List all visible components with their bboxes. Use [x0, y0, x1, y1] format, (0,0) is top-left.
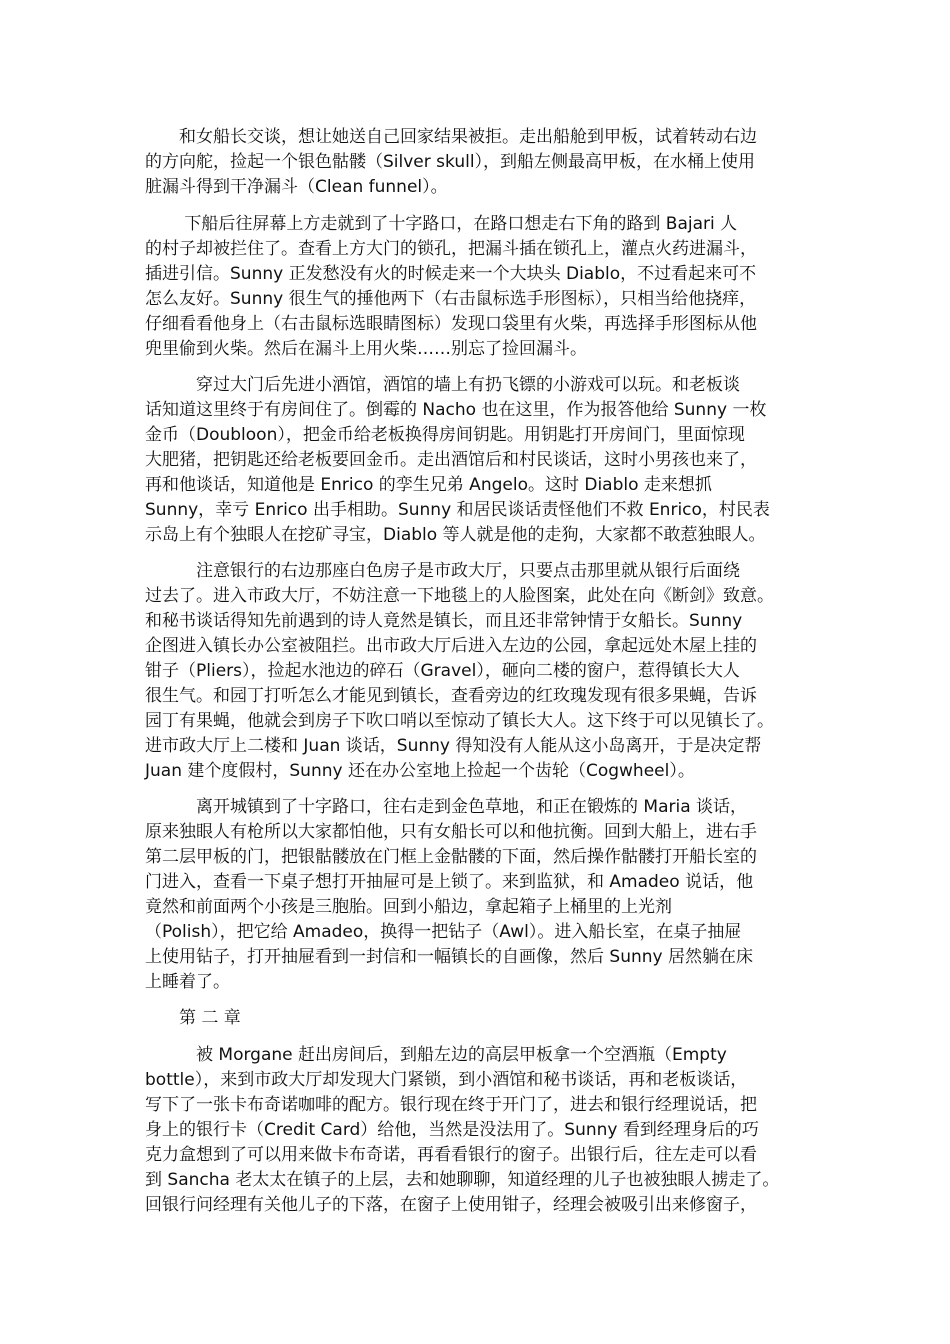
text-line: 话知道这里终于有房间住了。倒霉的 Nacho 也在这里，作为报答他给 Sunny 一枚 — [145, 400, 767, 420]
text-line: 园丁有果蝇，他就会到房子下吹口哨以至惊动了镇长大人。这下终于可以见镇长了。 — [145, 711, 774, 731]
text-line: 的方向舵，捡起一个银色骷髅（Silver skull），到船左侧最高甲板，在水桶上使用 — [145, 152, 756, 172]
text-line: 怎么友好。Sunny 很生气的捶他两下（右击鼠标选手形图标），只相当给他挠痒， — [145, 289, 757, 309]
text-line: 上使用钻子，打开抽屉看到一封信和一幅镇长的自画像，然后 Sunny 居然躺在床 — [145, 947, 753, 967]
text-line: 再和他谈话，知道他是 Enrico 的孪生兄弟 Angelo。这时 Diablo 走来想抓 — [145, 475, 712, 495]
text-line: 回银行问经理有关他儿子的下落，在窗子上使用钳子，经理会被吸引出来修窗子， — [145, 1195, 757, 1215]
text-line: 竟然和前面两个小孩是三胞胎。回到小船边，拿起箱子上桶里的上光剂 — [145, 897, 672, 917]
text-line: 写下了一张卡布奇诺咖啡的配方。银行现在终于开门了，进去和银行经理说话，把 — [145, 1095, 757, 1115]
paragraph-3 — [145, 373, 815, 548]
text-line: 身上的银行卡（Credit Card）给他，当然是没法用了。Sunny 看到经理身后的巧 — [145, 1120, 759, 1140]
text-line: 企图进入镇长办公室被阻拦。出市政大厅后进入左边的公园，拿起远处木屋上挂的 — [145, 636, 757, 656]
text-line: 克力盒想到了可以用来做卡布奇诺，再看看银行的窗子。出银行后，往左走可以看 — [145, 1145, 757, 1165]
text-line: 很生气。和园丁打听怎么才能见到镇长，查看旁边的红玫瑰发现有很多果蝇，告诉 — [145, 686, 757, 706]
text-line: 大肥猪，把钥匙还给老板要回金币。走出酒馆后和村民谈话，这时小男孩也来了， — [145, 450, 757, 470]
text-line: 钳子（Pliers），捡起水池边的碎石（Gravel），砸向二楼的窗户，惹得镇长大人 — [145, 661, 740, 681]
text-line: 原来独眼人有枪所以大家都怕他，只有女船长可以和他抗衡。回到大船上，进右手 — [145, 822, 757, 842]
paragraph-5 — [145, 795, 815, 995]
text-line: 被 Morgane 赶出房间后，到船左边的高层甲板拿一个空酒瓶（Empty — [145, 1045, 727, 1065]
paragraph-1 — [145, 125, 815, 200]
text-line: 仔细看看他身上（右击鼠标选眼睛图标）发现口袋里有火柴，再选择手形图标从他 — [145, 314, 757, 334]
text-line: 门进入，查看一下桌子想打开抽屉可是上锁了。来到监狱，和 Amadeo 说话，他 — [145, 872, 754, 892]
text-line: 和秘书谈话得知先前遇到的诗人竟然是镇长，而且还非常钟情于女船长。Sunny — [145, 611, 743, 631]
text-line: 脏漏斗得到干净漏斗（Clean funnel）。 — [145, 177, 448, 197]
text-line: 示岛上有个独眼人在挖矿寻宝，Diablo 等人就是他的走狗，大家都不敢惹独眼人。 — [145, 525, 766, 545]
text-line: 兜里偷到火柴。然后在漏斗上用火柴……别忘了捡回漏斗。 — [145, 339, 587, 359]
text-line: 过去了。进入市政大厅，不妨注意一下地毯上的人脸图案，此处在向《断剑》致意。 — [145, 586, 774, 606]
text-line: 的村子却被拦住了。查看上方大门的锁孔，把漏斗插在锁孔上，灌点火药进漏斗， — [145, 239, 757, 259]
text-line: 第 二 章 — [145, 1008, 241, 1028]
text-line: 第二层甲板的门，把银骷髅放在门框上金骷髅的下面，然后操作骷髅打开船长室的 — [145, 847, 757, 867]
text-line: 和女船长交谈，想让她送自己回家结果被拒。走出船舱到甲板，试着转动右边 — [145, 127, 757, 147]
paragraph-4 — [145, 559, 815, 784]
text-line: 离开城镇到了十字路口，往右走到金色草地，和正在锻炼的 Maria 谈话， — [145, 797, 748, 817]
text-line: 到 Sancha 老太太在镇子的上层，去和她聊聊，知道经理的儿子也被独眼人掳走了。 — [145, 1170, 780, 1190]
text-line: 进市政大厅上二楼和 Juan 谈话，Sunny 得知没有人能从这小岛离开，于是决定帮 — [145, 736, 762, 756]
text-line: 注意银行的右边那座白色房子是市政大厅，只要点击那里就从银行后面绕 — [145, 561, 740, 581]
paragraph-2 — [145, 212, 815, 362]
text-line: 金币（Doubloon），把金币给老板换得房间钥匙。用钥匙打开房间门，里面惊现 — [145, 425, 745, 445]
chapter-heading — [145, 1006, 815, 1031]
text-line: bottle），来到市政大厅却发现大门紧锁，到小酒馆和秘书谈话，再和老板谈话， — [145, 1070, 748, 1090]
text-line: （Polish），把它给 Amadeo，换得一把钻子（Awl）。进入船长室，在桌子抽屉 — [145, 922, 742, 942]
text-line: 穿过大门后先进小酒馆，酒馆的墙上有扔飞镖的小游戏可以玩。和老板谈 — [145, 375, 740, 395]
text-line: 插进引信。Sunny 正发愁没有火的时候走来一个大块头 Diablo，不过看起来可不 — [145, 264, 757, 284]
text-line: Juan 建个度假村，Sunny 还在办公室地上捡起一个齿轮（Cogwheel）。 — [145, 761, 695, 781]
text-line: Sunny，幸亏 Enrico 出手相助。Sunny 和居民谈话责怪他们不救 Enrico，村民表 — [145, 500, 770, 520]
text-line: 下船后往屏幕上方走就到了十字路口，在路口想走右下角的路到 Bajari 人 — [145, 214, 738, 234]
text-line: 上睡着了。 — [145, 972, 230, 992]
paragraph-7 — [145, 1043, 815, 1218]
